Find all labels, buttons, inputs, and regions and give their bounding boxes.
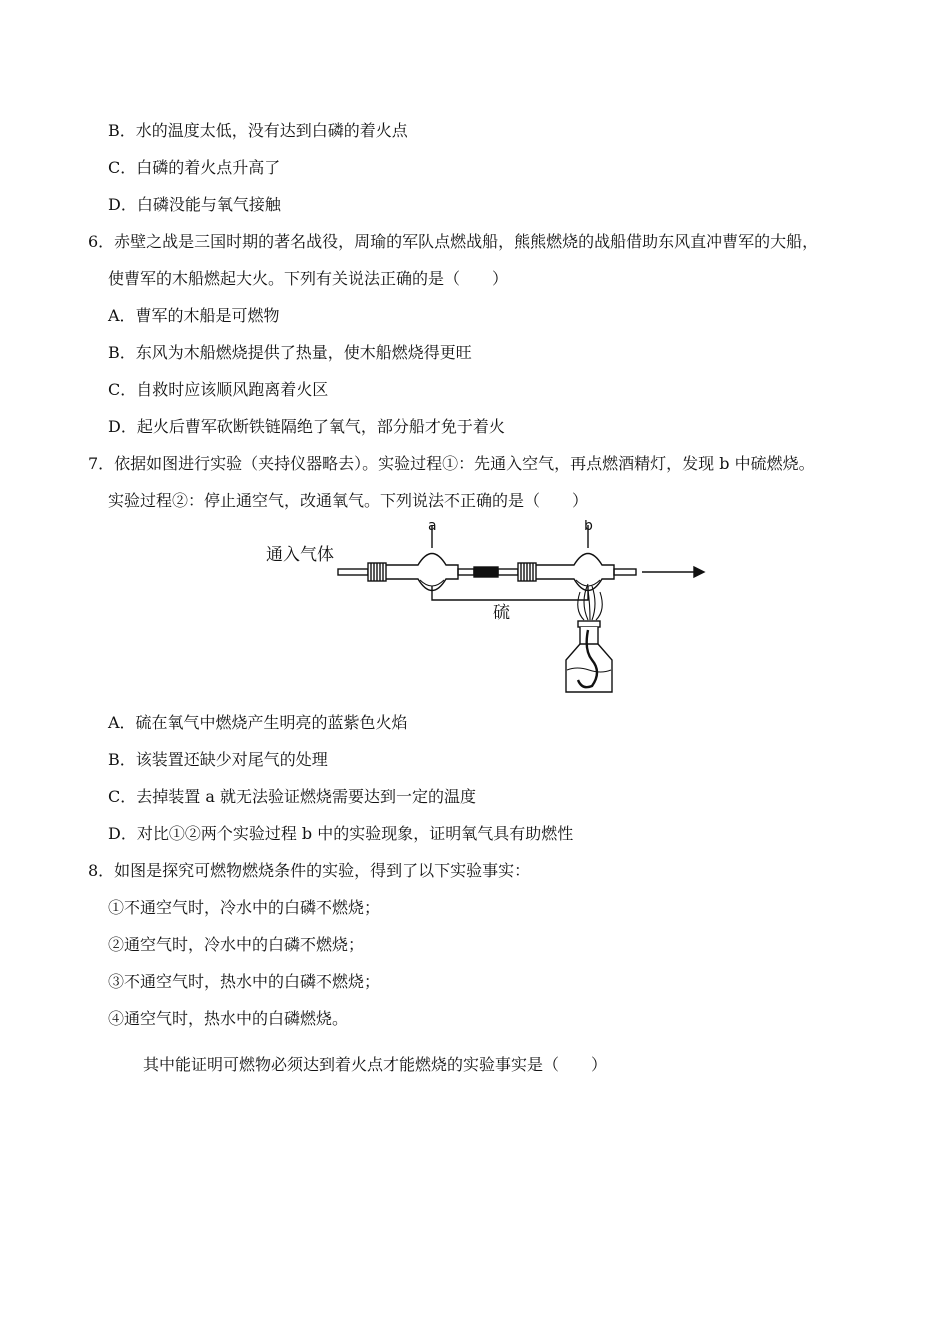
outlet-tube: [614, 569, 636, 575]
bulb-tube-a: [386, 554, 458, 591]
label-b: b: [584, 520, 593, 534]
q7-option-c: C．去掉装置 a 就无法验证燃烧需要达到一定的温度: [108, 787, 476, 806]
inlet-label: 通入气体: [266, 545, 334, 565]
connector-tube-left: [458, 569, 474, 575]
q8-fact-1: ①不通空气时，冷水中的白磷不燃烧；: [108, 898, 381, 917]
q8-stem: 8．如图是探究可燃物燃烧条件的实验，得到了以下实验事实：: [88, 861, 531, 880]
q7-stem-line1: 7．依据如图进行实验（夹持仪器略去）。实验过程①：先通入空气，再点燃酒精灯，发现 b 中硫燃烧。: [88, 454, 815, 473]
q8-question: 其中能证明可燃物必须达到着火点才能燃烧的实验事实是（ ）: [143, 1055, 608, 1074]
q5-option-b: B．水的温度太低，没有达到白磷的着火点: [108, 121, 408, 140]
q7-option-d: D．对比①②两个实验过程 b 中的实验现象，证明氧气具有助燃性: [108, 824, 574, 843]
q6-stem-line1: 6．赤壁之战是三国时期的著名战役，周瑜的军队点燃战船，熊熊燃烧的战船借助东风直冲曹军的大船，: [88, 232, 819, 251]
q7-stem-line2: 实验过程②：停止通空气，改通氧气。下列说法不正确的是（ ）: [108, 491, 589, 510]
stopper-a: [368, 563, 386, 581]
sample-in-a: [420, 580, 444, 586]
sulfur-label: 硫: [493, 603, 510, 623]
q6-option-d: D．起火后曹军砍断铁链隔绝了氧气，部分船才免于着火: [108, 417, 505, 436]
q6-option-a: A．曹军的木船是可燃物: [108, 306, 280, 325]
rubber-connector: [474, 567, 498, 577]
q8-fact-4: ④通空气时，热水中的白磷燃烧。: [108, 1009, 349, 1028]
q8-fact-2: ②通空气时，冷水中的白磷不燃烧；: [108, 935, 365, 954]
q6-stem-line2: 使曹军的木船燃起大火。下列有关说法正确的是（ ）: [108, 269, 509, 288]
q6-option-b: B．东风为木船燃烧提供了热量，使木船燃烧得更旺: [108, 343, 472, 362]
flame: [578, 584, 603, 620]
q7-option-a: A．硫在氧气中燃烧产生明亮的蓝紫色火焰: [108, 713, 408, 732]
inlet-tube: [338, 569, 368, 575]
q8-fact-3: ③不通空气时，热水中的白磷不燃烧；: [108, 972, 381, 991]
sulfur-bracket: [432, 586, 588, 600]
connector-tube-right: [498, 569, 518, 575]
q6-option-c: C．自救时应该顺风跑离着火区: [108, 380, 329, 399]
q5-option-c: C．白磷的着火点升高了: [108, 158, 281, 177]
q5-option-d: D．白磷没能与氧气接触: [108, 195, 281, 214]
label-a: a: [428, 520, 437, 534]
experiment-apparatus-diagram: [262, 520, 712, 698]
q7-option-b: B．该装置还缺少对尾气的处理: [108, 750, 328, 769]
bulb-tube-b: [536, 554, 614, 591]
alcohol-lamp: [566, 621, 612, 692]
flow-arrow-head: [694, 567, 704, 577]
stopper-b: [518, 563, 536, 581]
